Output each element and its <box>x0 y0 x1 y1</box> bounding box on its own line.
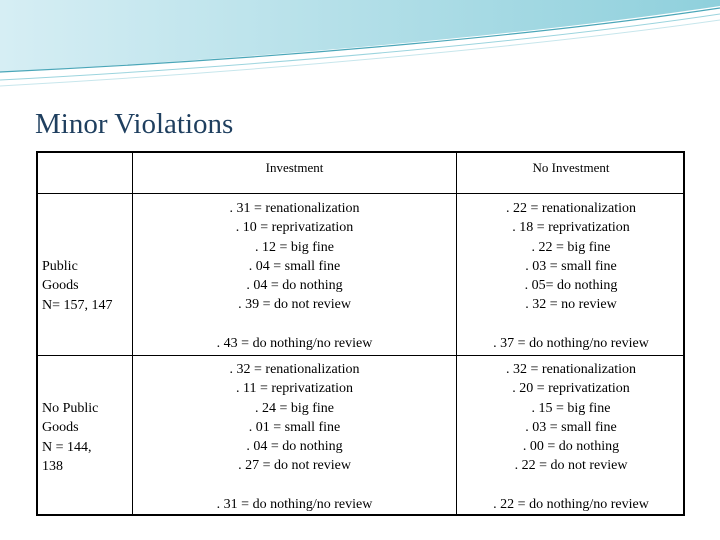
cell-nopublic-investment <box>133 360 456 476</box>
row-label-line: Public <box>42 259 78 274</box>
row-label-no-public-goods <box>42 399 132 476</box>
cell-line: . 11 = reprivatization <box>235 381 353 397</box>
row-label-line: No Public <box>42 401 99 416</box>
results-table <box>36 151 685 516</box>
cell-line: . 32 = renationalization <box>229 362 360 377</box>
cell-line: . 24 = big fine <box>254 400 335 416</box>
cell-line: . 12 = big fine <box>254 239 335 255</box>
cell-line: . 10 = reprivatization <box>235 220 354 236</box>
row-divider <box>38 355 683 356</box>
row-label-line: N= 157, 147 <box>42 297 113 313</box>
row-label-line: 138 <box>42 458 63 474</box>
row-label-public-goods <box>42 257 132 315</box>
cell-line: . 05= do nothing <box>524 278 618 294</box>
cell-public-no-investment <box>457 199 685 315</box>
cell-line: . 31 = renationalization <box>229 201 360 216</box>
summary-public-no-investment: . 37 = do nothing/no review <box>493 336 649 351</box>
row-divider <box>38 193 683 194</box>
row-label-line: Goods <box>42 420 79 436</box>
cell-line: . 22 = renationalization <box>506 201 636 216</box>
cell-line: . 27 = do not review <box>238 458 351 474</box>
cell-line: . 39 = do not review <box>238 297 351 313</box>
header-investment: Investment <box>265 160 324 175</box>
cell-public-investment <box>133 199 456 315</box>
cell-line: . 00 = do nothing <box>522 439 620 455</box>
header-no-investment: No Investment <box>532 160 610 175</box>
cell-line: . 03 = small fine <box>525 258 617 274</box>
summary-public-investment: . 43 = do nothing/no review <box>216 336 373 351</box>
summary-nopublic-investment: . 31 = do nothing/no review <box>216 497 373 512</box>
cell-line: . 03 = small fine <box>525 419 617 435</box>
cell-line: . 18 = reprivatization <box>512 220 630 236</box>
row-label-line: Goods <box>42 278 79 294</box>
cell-line: . 04 = do nothing <box>246 278 343 294</box>
cell-nopublic-no-investment <box>457 360 685 476</box>
row-label-line: N = 144, <box>42 439 92 455</box>
cell-line: . 04 = small fine <box>248 258 341 274</box>
cell-line: . 22 = big fine <box>531 239 611 255</box>
summary-nopublic-no-investment: . 22 = do nothing/no review <box>493 497 649 512</box>
cell-line: . 01 = small fine <box>248 419 341 435</box>
slide-title: Minor Violations <box>35 108 234 140</box>
cell-line: . 22 = do not review <box>514 458 628 474</box>
cell-line: . 32 = renationalization <box>506 362 636 377</box>
decorative-swoosh <box>0 0 720 90</box>
cell-line: . 20 = reprivatization <box>512 381 630 397</box>
cell-line: . 04 = do nothing <box>246 439 343 455</box>
cell-line: . 32 = no review <box>525 297 617 313</box>
cell-line: . 15 = big fine <box>531 400 611 416</box>
